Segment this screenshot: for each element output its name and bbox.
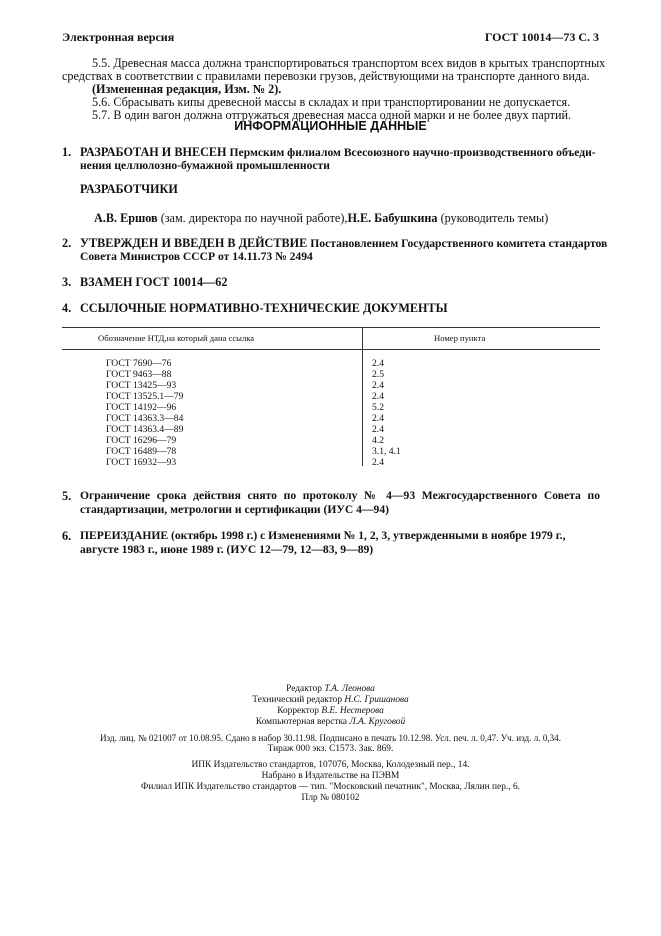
table-cell-clause: 2.5 (372, 369, 384, 380)
table-cell-doc: ГОСТ 13425—93 (106, 380, 177, 391)
imprint-publisher: ИПК Издательство стандартов, 107076, Москва, Колодезный пер., 14. (191, 760, 470, 770)
info-data-title: ИНФОРМАЦИОННЫЕ ДАННЫЕ (234, 119, 427, 133)
section-2-text1: Постановлением Государственного комитета стандартов (310, 237, 608, 250)
section-2-text2: Совета Министров СССР от 14.11.73 № 2494 (80, 250, 313, 263)
section-1-text2: нения целлюлозно-бумажной промышленности (80, 159, 330, 172)
imprint-editor-name: Т.А. Леонова (324, 684, 375, 694)
section-3-text: ВЗАМЕН ГОСТ 10014—62 (80, 275, 228, 289)
table-row (106, 452, 176, 470)
table-cell-clause: 2.4 (372, 413, 384, 424)
imprint-layout (0, 717, 661, 729)
section-3-number: 3. (62, 275, 72, 289)
imprint-layout-name: Л.А. Круговой (349, 717, 406, 727)
table-column-divider (362, 327, 363, 466)
table-cell-clause: 4.2 (372, 435, 384, 446)
clause-5-5-line1: 5.5. Древесная масса должна транспортироваться транспортом всех видов в крытых транспортных (92, 56, 606, 70)
table-cell-doc: ГОСТ 14192—96 (106, 402, 177, 413)
imprint-typeset: Набрано в Издательстве на ПЭВМ (261, 771, 400, 781)
section-2-number: 2. (62, 236, 72, 250)
table-cell-doc: ГОСТ 14363.4—89 (106, 424, 184, 435)
imprint-editor-label: Редактор (286, 684, 322, 694)
table-cell-clause: 2.4 (372, 424, 384, 435)
table-cell-clause: 2.4 (372, 380, 384, 391)
developers-line (94, 211, 548, 225)
imprint-corrector-name: В.Е. Нестерова (321, 706, 384, 716)
imprint-license: Плр № 080102 (301, 793, 360, 803)
developer-name-1: А.В. Ершов (94, 211, 158, 225)
section-1-number: 1. (62, 145, 72, 159)
section-4-number: 4. (62, 301, 72, 315)
section-6-number: 6. (62, 529, 72, 543)
developer-role-1: (зам. директора по научной работе), (160, 211, 348, 225)
imprint-printer: Филиал ИПК Издательство стандартов — тип. "Московский печатник", Москва, Лялин пер., 6. (141, 782, 520, 792)
imprint-publication-data: Изд. лиц. № 021007 от 10.08.95. Сдано в набор 30.11.98. Подписано в печать 10.12.98. Усл. печ. л. 0,47. Уч. изд. л. 0,34. (99, 733, 562, 743)
table-cell-doc: ГОСТ 16489—78 (106, 446, 177, 457)
section-6-text2: августе 1983 г., июне 1989 г. (ИУС 12—79, 12—83, 9—89) (80, 543, 374, 556)
imprint-corrector-label: Корректор (277, 706, 319, 716)
table-cell-doc: ГОСТ 13525.1—79 (106, 391, 184, 402)
section-5-text1: Ограничение срока действия снято по протоколу № 4—93 Межгосударственного Совета по (80, 489, 600, 502)
imprint-tech-editor-label: Технический редактор (252, 695, 343, 705)
section-4-text: ССЫЛОЧНЫЕ НОРМАТИВНО-ТЕХНИЧЕСКИЕ ДОКУМЕНТЫ (80, 301, 448, 315)
section-5-text2: стандартизации, метрологии и сертификации (ИУС 4—94) (80, 503, 390, 516)
table-cell-doc: ГОСТ 9463—88 (106, 369, 172, 380)
section-1-heading: РАЗРАБОТАН И ВНЕСЕН (80, 145, 227, 159)
table-cell-doc: ГОСТ 14363.3—84 (106, 413, 184, 424)
table-cell-doc: ГОСТ 16932—93 (106, 457, 177, 468)
table-cell-clause: 2.4 (372, 457, 384, 468)
imprint-tech-editor-name: Н.С. Гришанова (344, 695, 409, 705)
running-header-left: Электронная версия (62, 30, 175, 44)
imprint-print-run: Тираж 000 экз. С1573. Зак. 869. (267, 744, 394, 754)
table-header-doc: Обозначение НТД,на который дана ссылка (98, 333, 255, 343)
running-header-right: ГОСТ 10014—73 С. 3 (484, 30, 599, 44)
reference-docs-table (62, 327, 600, 467)
developers-title: РАЗРАБОТЧИКИ (80, 182, 178, 196)
table-cell-clause: 3.1, 4.1 (372, 446, 401, 457)
clause-5-7: 5.7. В один вагон должна отгружаться древесная масса одной марки и не более двух партий. (92, 108, 572, 122)
section-6-text1: ПЕРЕИЗДАНИЕ (октябрь 1998 г.) с Изменениями № 1, 2, 3, утвержденными в ноябре 1979 г., (80, 529, 566, 542)
developer-role-2: (руководитель темы) (440, 211, 549, 225)
clause-5-5-line2: средствах в соответствии с правилами перевозки грузов, действующими на транспорте данного вида. (62, 69, 590, 83)
table-header-clause: Номер пункта (434, 333, 486, 343)
section-2-heading: УТВЕРЖДЕН И ВВЕДЕН В ДЕЙСТВИЕ (80, 236, 308, 250)
clause-5-6: 5.6. Сбрасывать кипы древесной массы в складах и при транспортировании не допускается. (92, 95, 571, 109)
imprint-layout-label: Компьютерная верстка (255, 717, 348, 727)
table-cell-clause: 2.4 (372, 358, 384, 369)
table-cell-doc: ГОСТ 16296—79 (106, 435, 177, 446)
section-2-line1 (80, 236, 607, 251)
table-header-rule (62, 349, 600, 350)
table-cell-doc: ГОСТ 7690—76 (106, 358, 172, 369)
table-top-rule (62, 327, 600, 328)
table-cell-clause: 2.4 (372, 391, 384, 402)
developer-name-2: Н.Е. Бабушкина (347, 211, 438, 225)
amendment-note: (Измененная редакция, Изм. № 2). (92, 82, 282, 96)
section-1-line1 (80, 145, 596, 160)
section-5-number: 5. (62, 489, 72, 503)
section-1-text1: Пермским филиалом Всесоюзного научно-производственного объеди- (229, 146, 596, 159)
table-cell-clause: 5.2 (372, 402, 384, 413)
table-row (372, 452, 384, 470)
